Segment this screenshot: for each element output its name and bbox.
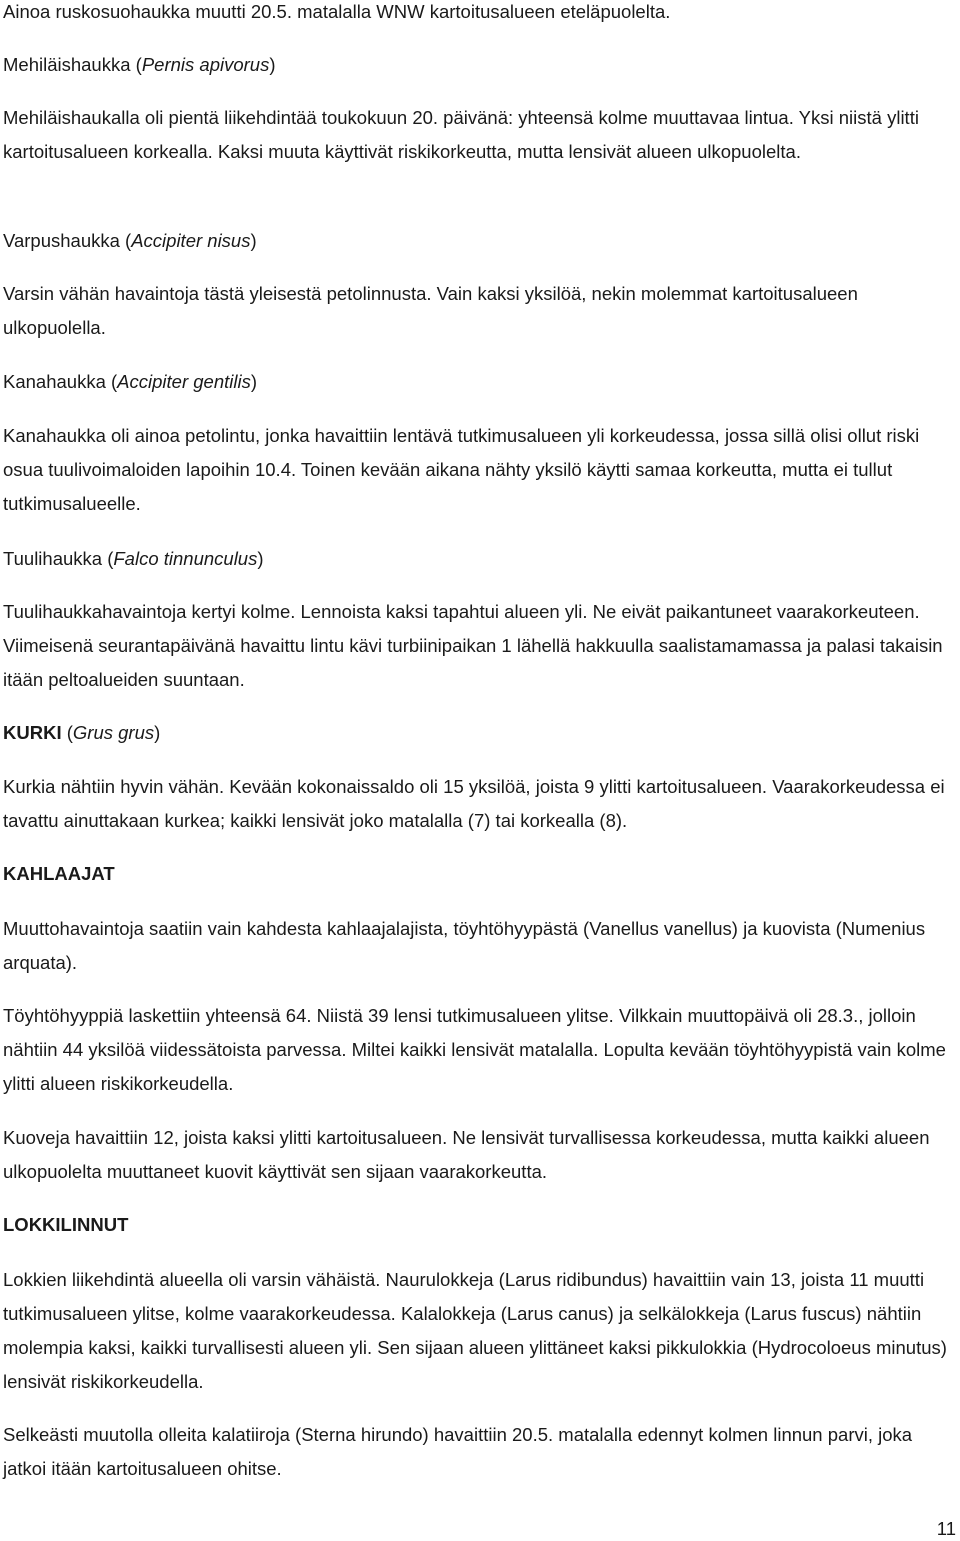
species-name: Varpushaukka ( bbox=[3, 230, 132, 251]
paragraph-kuovi: Kuoveja havaittiin 12, joista kaksi ylitti kartoitusalueen. Ne lensivät turvallisessa korkeudessa, mutta kaikki alueen ulkopuolelta muuttaneet kuovit käyttivät sen sijaan vaarakorkeutta. bbox=[3, 1127, 930, 1182]
section-heading-kahlaajat: KAHLAAJAT bbox=[3, 863, 115, 884]
paren-close: ) bbox=[250, 230, 257, 251]
species-heading-kanahaukka bbox=[3, 365, 958, 399]
paren-close: ) bbox=[250, 371, 258, 392]
section-heading-kurki: KURKI bbox=[3, 722, 62, 743]
paragraph-kurki: Kurkia nähtiin hyvin vähän. Kevään kokonaissaldo oli 15 yksilöä, joista 9 ylitti kartoitusalueen. Vaarakorkeudessa ei tavattu ainuttakaan kurkea; kaikki lensivät joko matalalla (7) tai korkealla (8). bbox=[3, 776, 945, 831]
paren-close: ) bbox=[154, 722, 161, 743]
species-heading-varpushaukka bbox=[3, 224, 958, 258]
species-name: Tuulihaukka ( bbox=[3, 548, 114, 569]
paragraph-kalatiira: Selkeästi muutolla olleita kalatiiroja (Sterna hirundo) havaittiin 20.5. matalalla edennyt kolmen linnun parvi, joka jatkoi itään kartoitusalueen ohitse. bbox=[3, 1424, 913, 1479]
paren-close: ) bbox=[257, 548, 264, 569]
species-name: Mehiläishaukka ( bbox=[3, 54, 142, 75]
paren-open: ( bbox=[61, 722, 73, 743]
species-heading-kurki bbox=[3, 716, 958, 750]
paragraph-toyhtohyyppa: Töyhtöhyyppiä laskettiin yhteensä 64. Niistä 39 lensi tutkimusalueen ylitse. Vilkkain muuttopäivä oli 28.3., jolloin nähtiin 44 yksilöä viidessätoista parvessa. Miltei kaikki lensivät matalalla. Lopulta kevään töyhtöhyypistä vain kolme ylitti alueen riskikorkeudella. bbox=[3, 1005, 946, 1094]
latin-name: Falco tinnunculus bbox=[113, 548, 258, 569]
paren-close: ) bbox=[269, 54, 276, 75]
paragraph-lokit: Lokkien liikehdintä alueella oli varsin vähäistä. Naurulokkeja (Larus ridibundus) havaittiin vain 13, joista 11 muutti tutkimusalueen ylitse, kolme vaarakorkeudessa. Kalalokkeja (Larus canus) ja selkälokkeja (Larus fuscus) nähtiin molempia kaksi, kaikki turvallisesti alueen yli. Sen sijaan alueen ylittäneet kaksi pikkulokkia (Hydrocoloeus minutus) lensivät riskikorkeudella. bbox=[3, 1269, 947, 1392]
species-name: Kanahaukka ( bbox=[3, 371, 118, 392]
species-heading-mehilaishaukka bbox=[3, 48, 958, 82]
paragraph-ruskosuohaukka: Ainoa ruskosuohaukka muutti 20.5. matalalla WNW kartoitusalueen eteläpuolelta. bbox=[3, 1, 671, 22]
paragraph-kahlaajat-intro: Muuttohavaintoja saatiin vain kahdesta kahlaajalajista, töyhtöhyypästä (Vanellus vanellus) ja kuovista (Numenius arquata). bbox=[3, 918, 926, 973]
species-heading-tuulihaukka bbox=[3, 542, 958, 576]
latin-name: Grus grus bbox=[72, 722, 155, 743]
paragraph-varpushaukka: Varsin vähän havaintoja tästä yleisestä petolinnusta. Vain kaksi yksilöä, nekin molemmat kartoitusalueen ulkopuolella. bbox=[3, 283, 858, 338]
latin-name: Accipiter gentilis bbox=[117, 371, 251, 392]
section-heading-lokkilinnut: LOKKILINNUT bbox=[3, 1214, 129, 1235]
latin-name: Accipiter nisus bbox=[131, 230, 251, 251]
page-number: 11 bbox=[936, 1518, 956, 1539]
paragraph-kanahaukka: Kanahaukka oli ainoa petolintu, jonka havaittiin lentävä tutkimusalueen yli korkeudessa, jossa sillä olisi ollut riski osua tuulivoimaloiden lapoihin 10.4. Toinen kevään aikana nähty yksilö käytti samaa korkeutta, mutta ei tullut tutkimusalueelle. bbox=[3, 425, 920, 514]
paragraph-tuulihaukka: Tuulihaukkahavaintoja kertyi kolme. Lennoista kaksi tapahtui alueen yli. Ne eivät paikantuneet vaarakorkeuteen. Viimeisenä seurantapäivänä havaittu lintu kävi turbiinipaikan 1 lähellä hakkuulla saalistamamassa ja palasi takaisin itään peltoalueiden suuntaan. bbox=[3, 601, 943, 690]
latin-name: Pernis apivorus bbox=[141, 54, 270, 75]
paragraph-mehilaishaukka: Mehiläishaukalla oli pientä liikehdintää toukokuun 20. päivänä: yhteensä kolme muuttavaa lintua. Yksi niistä ylitti kartoitusalueen korkealla. Kaksi muuta käyttivät riskikorkeutta, mutta lensivät alueen ulkopuolelta. bbox=[3, 107, 919, 162]
